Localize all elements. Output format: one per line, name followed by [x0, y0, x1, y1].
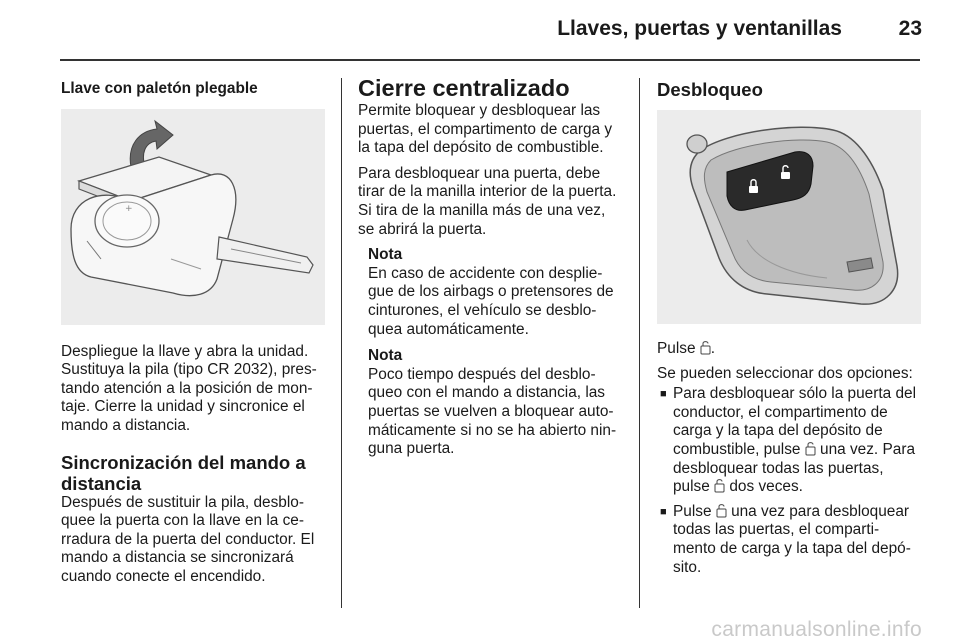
column-1: [61, 70, 325, 587]
text-line: quea automáticamente.: [368, 320, 529, 338]
text-line: sito.: [673, 558, 702, 576]
unlock-icon: [805, 441, 816, 456]
text-line: En caso de accidente con desplie-: [368, 264, 603, 282]
text-line: quee la puerta con la llave en la ce-: [61, 512, 304, 530]
text-line: mando a distancia se sincronizará: [61, 549, 294, 567]
key-heading: Llave con paletón plegable: [61, 80, 258, 97]
option-all-doors: [657, 503, 923, 577]
note-accident: [368, 246, 624, 339]
header-title: Llaves, puertas y ventanillas: [557, 17, 842, 40]
key-battery-illustration: [61, 109, 325, 325]
text-fragment: combustible, pulse: [673, 440, 801, 458]
text-line: Si tira de la manilla más de una vez,: [358, 201, 606, 219]
central-locking-heading: Cierre centralizado: [358, 75, 570, 101]
note-label: Nota: [368, 347, 403, 365]
text-line: cinturones, el vehículo se desblo-: [368, 301, 597, 319]
note-relock: [368, 347, 624, 459]
text-line: puertas se vuelven a bloquear auto-: [368, 402, 614, 420]
heading-line: Sincronización del mando a: [61, 451, 306, 473]
text-line: mando a distancia.: [61, 416, 191, 434]
text-line: desbloquear todas las puertas,: [673, 459, 884, 477]
column-divider-2: [639, 78, 640, 608]
text-line: todas las puertas, el comparti-: [673, 521, 880, 539]
text-line: Permite bloquear y desbloquear las: [358, 102, 601, 119]
sync-paragraph: [61, 494, 325, 587]
pulse-text: Pulse: [657, 340, 696, 357]
text-fragment: una vez. Para: [820, 440, 915, 458]
text-line: Sustituya la pila (tipo CR 2032), pres-: [61, 361, 317, 379]
text-line: [673, 478, 923, 497]
sync-heading: [61, 452, 325, 494]
text-line: Poco tiempo después del desblo-: [368, 365, 596, 383]
text-line: la tapa del depósito de combustible.: [358, 139, 604, 157]
heading-line: distancia: [61, 472, 142, 494]
text-line: puertas, el compartimento de carga y: [358, 120, 613, 138]
unlock-options-list: [657, 385, 923, 577]
text-line: [673, 503, 923, 522]
page-header: [0, 0, 960, 60]
text-line: conductor, el compartimento de: [673, 403, 888, 421]
text-line: Despliegue la llave y abra la unidad.: [61, 342, 309, 360]
text-line: gue de los airbags o pretensores de: [368, 283, 614, 301]
text-fragment: Pulse: [673, 502, 712, 520]
options-intro: Se pueden seleccionar dos opciones:: [657, 364, 913, 382]
text-line: guna puerta.: [368, 440, 455, 458]
text-fragment: una vez para desbloquear: [731, 502, 910, 520]
text-line: rradura de la puerta del conductor. El: [61, 530, 315, 548]
page-number: 23: [898, 17, 922, 40]
note-label: Nota: [368, 246, 403, 264]
unlock-icon: [700, 340, 711, 355]
column-2: [358, 70, 624, 459]
text-line: taje. Cierre la unidad y sincronice el: [61, 398, 305, 416]
text-line: ■ Para desbloquear sólo la puerta del: [673, 385, 916, 403]
battery-paragraph: [61, 343, 325, 436]
text-line: máticamente si no se ha abierto nin-: [368, 421, 617, 439]
header-rule: [60, 59, 920, 61]
option-driver-door: [657, 385, 923, 497]
column-3: [657, 70, 923, 583]
watermark: carmanualsonline.info: [711, 618, 922, 641]
text-line: Después de sustituir la pila, desblo-: [61, 493, 304, 511]
unlock-heading: Desbloqueo: [657, 79, 763, 100]
unlock-icon: [714, 478, 725, 493]
svg-text:+: +: [125, 203, 133, 214]
text-line: tando atención a la posición de mon-: [61, 379, 313, 397]
text-line: carga y la tapa del depósito de: [673, 422, 883, 440]
period-text: .: [710, 340, 716, 357]
door-handle-paragraph: [358, 165, 624, 239]
text-line: mento de carga y la tapa del depó-: [673, 539, 911, 557]
text-fragment: pulse: [673, 478, 710, 496]
text-line: cuando conecte el encendido.: [61, 567, 266, 585]
text-line: Para desbloquear una puerta, debe: [358, 164, 601, 182]
remote-key-illustration: [657, 110, 921, 324]
column-divider-1: [341, 78, 342, 608]
text-line: se abrirá la puerta.: [358, 220, 487, 238]
text-line: tirar de la manilla interior de la puerta.: [358, 183, 617, 201]
text-line: queo con el mando a distancia, las: [368, 384, 605, 402]
unlock-icon: [716, 503, 727, 518]
text-line: [673, 441, 923, 460]
pulse-unlock-line: [657, 340, 923, 359]
text-fragment: dos veces.: [729, 478, 803, 496]
central-locking-intro: [358, 102, 624, 158]
